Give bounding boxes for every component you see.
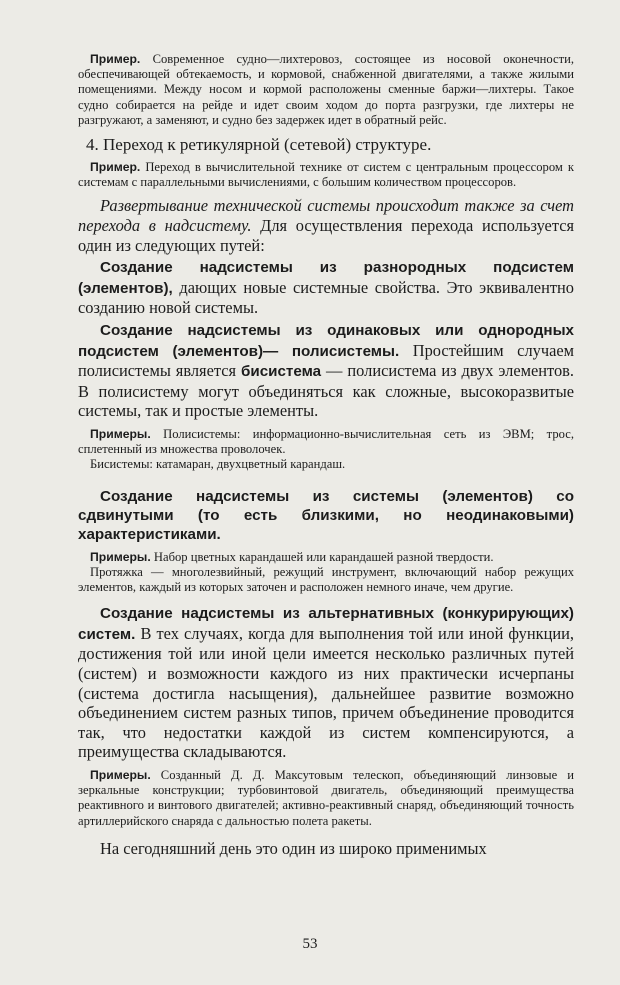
example-label: Пример.	[90, 160, 141, 175]
body-text: — полисистема из двух элементов. В полисистему могут объединяться как сложные, высокоразвитые системы, так и простые элементы.	[78, 361, 574, 421]
example-label: Примеры.	[90, 767, 151, 782]
bold-term: Создание надсистемы из альтернативных (конкурирующих) систем.	[78, 605, 574, 643]
text-column	[78, 52, 574, 858]
path-polysystem	[78, 320, 574, 421]
example-processors	[78, 160, 574, 190]
italic-thesis: Развертывание технической системы происходит также за счет перехода в надсистему.	[78, 196, 574, 236]
supersystem-intro	[78, 196, 574, 255]
bold-term: Создание надсистемы из разнородных подсистем (элементов),	[78, 259, 574, 297]
bold-term: бисистема	[240, 363, 322, 381]
page-number: 53	[302, 936, 318, 952]
example-text: Переход в вычислительной технике от систем с центральным процессором к системам с параллельными вычислениями, с большим количеством процессоров.	[78, 160, 574, 190]
example-hybrids	[78, 768, 574, 829]
bold-term: Создание надсистемы из одинаковых или однородных подсистем (элементов)— полисистемы.	[78, 321, 574, 360]
path-alternative-systems	[78, 603, 574, 762]
example-text: Набор цветных карандашей или карандашей разной твердости.	[150, 549, 494, 564]
section-heading-4: 4. Переход к ретикулярной (сетевой) структуре.	[86, 135, 432, 155]
path-heterogeneous	[78, 257, 574, 318]
example-ship	[78, 52, 574, 128]
body-text: дающих новые системные свойства. Это эквивалентно созданию новой системы.	[78, 277, 574, 318]
example-bisystems: Бисистемы: катамаран, двухцветный карандаш.	[90, 457, 346, 472]
example-broach: Протяжка — многолезвийный, режущий инструмент, включающий набор режущих элементов, каждый из которых заточен и расположен немного иначе, чем другие.	[78, 564, 574, 594]
example-text: Созданный Д. Д. Максутовым телескоп, объединяющий линзовые и зеркальные конструкции; турбовинтовой двигатель, объединяющий преимущества реактивного и винтового двигателей; активно-реактивный снаряд, объединяющий точность артиллерийского снаряда с дальностью полета ракеты.	[78, 767, 574, 828]
body-text: Простейшим случаем полисистемы является	[78, 340, 574, 381]
example-pencils	[78, 550, 574, 565]
example-polysystems	[78, 427, 574, 457]
example-label: Примеры.	[90, 549, 151, 564]
body-text: В тех случаях, когда для выполнения той или иной функции, достижения той или иной цели имеется несколько различных путей (систем) и возможности каждого из них практически исчерпаны (система достигла насыщения), дальнейшее развитие возможно объединением систем разных типов, причем объединение проводится так, что недостатки каждой из систем компенсируются, а преимущества складываются.	[78, 623, 574, 762]
example-label: Примеры.	[90, 426, 151, 441]
example-text: Полисистемы: информационно-вычислительная сеть из ЭВМ; трос, сплетенный из множества проволочек.	[78, 426, 574, 457]
closing-line: На сегодняшний день это один из широко применимых	[100, 838, 487, 858]
path-shifted-characteristics: Создание надсистемы из системы (элементов) со сдвинутыми (то есть близкими, но неодинаковыми) характеристиками.	[78, 487, 574, 543]
intro-text: Для осуществления перехода используется один из следующих путей:	[78, 216, 575, 255]
example-label: Пример.	[90, 52, 141, 66]
example-text: Современное судно—лихтеровоз, состоящее из носовой оконечности, обеспечивающей обтекаемость, и кормовой, снабженной двигателями, а также жилыми помещениями. Между носом и кормой расположены сменные баржи—лихтеры. Такое судно собирается на рейде и идет своим ходом до порта разгрузки, где лихтеры не разгружают, а заменяют, и судно без задержек идет в обратный рейс.	[78, 52, 574, 127]
